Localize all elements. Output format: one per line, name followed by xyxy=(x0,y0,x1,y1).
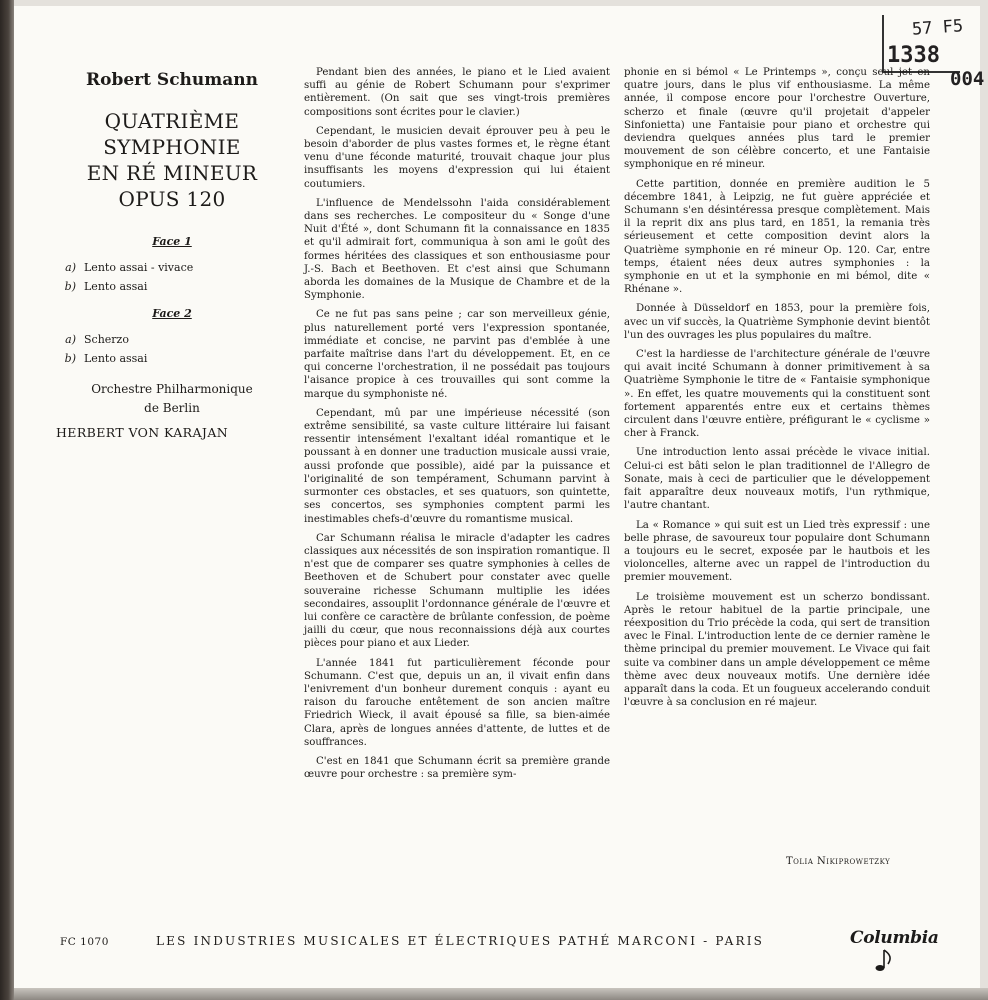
notes-paragraph: Pendant bien des années, le piano et le Lied avaient suffi au génie de Robert Schumann pour s'exprimer entièrement. (On sait que ses vingt-trois premières compositions sont écrites pour le clavier.) xyxy=(304,67,610,118)
publisher-line: LES INDUSTRIES MUSICALES ET ÉLECTRIQUES PATHÉ MARCONI - PARIS xyxy=(156,934,765,948)
work-title-line: SYMPHONIE xyxy=(103,135,241,159)
conductor-name: HERBERT VON KARAJAN xyxy=(56,425,229,440)
track-item xyxy=(56,349,288,368)
notes-paragraph: L'influence de Mendelssohn l'aida considérablement dans ses recherches. Le compositeur du « Songe d'une Nuit d'Été », dont Schumann fit la connaissance en 1835 et qu'il admirait fort, communiqua à son ami le goût des formes héritées des classiques et son enthousiasme pour J.-S. Bach et Beethoven. Et c'est ainsi que Schumann aborda les domaines de la Musique de Chambre et de la Symphonie. xyxy=(304,197,610,302)
handwritten-code: 57 F5 xyxy=(911,16,964,40)
track-item xyxy=(56,277,288,296)
work-title xyxy=(56,108,288,212)
orchestra-line: de Berlin xyxy=(144,401,200,415)
face-heading: Face 2 xyxy=(152,307,192,320)
columbia-logo xyxy=(850,928,939,972)
program-column xyxy=(56,68,288,442)
notes-paragraph: Une introduction lento assai précède le vivace initial. Celui-ci est bâti selon le plan traditionnel de l'Allegro de Sonate, mais à ceci de particulier que le développement fait apparaître deux nouveaux motifs, l'un rythmique, l'autre chantant. xyxy=(624,447,930,512)
track-title: Lento assai xyxy=(84,352,148,365)
notes-paragraph: C'est la hardiesse de l'architecture générale de l'œuvre qui avait incité Schumann à donner primitivement à sa Quatrième Symphonie le titre de « Fantaisie symphonique ». En effet, les quatre mouvements qui la constituent sont fortement apparentés entre eux et certains thèmes circulent dans l'œuvre entière, préfigurant le « cyclisme » cher à Franck. xyxy=(624,349,930,440)
work-title-line: EN RÉ MINEUR xyxy=(86,161,258,185)
handwritten-number: 1338 xyxy=(887,43,940,68)
notes-paragraph: phonie en si bémol « Le Printemps », conçu seul jet en quatre jours, dans le plus vif enthousiasme. La même année, il compose encore pour l'orchestre Ouverture, scherzo et finale (œuvre qu'il projetait d'appeler Sinfonietta) une Fantaisie pour piano et orchestre qui deviendra quelques années plus tard le premier mouvement de son célèbre concerto, et une Fantaisie symphonique en ré mineur. xyxy=(624,67,930,171)
handwritten-number-2: 004 xyxy=(950,68,985,90)
track-letter: a) xyxy=(65,261,76,274)
track-item xyxy=(56,330,288,349)
track-item xyxy=(56,258,288,277)
face-1-block xyxy=(56,234,288,296)
liner-notes-column-1 xyxy=(304,66,610,787)
face-2-block xyxy=(56,306,288,368)
work-title-line: QUATRIÈME xyxy=(104,109,240,133)
face-heading: Face 1 xyxy=(152,235,192,248)
track-title: Lento assai xyxy=(84,280,148,293)
liner-notes-column-2 xyxy=(624,66,930,715)
notes-paragraph: Cependant, le musicien devait éprouver peu à peu le besoin d'aborder de plus vastes formes et, le règne étant venu d'une féconde maturité, trouvait chaque jour plus insuffisants les moyens d'expression qui lui étaient coutumiers. xyxy=(304,125,610,190)
notes-paragraph: Cette partition, donnée en première audition le 5 décembre 1841, à Leipzig, ne fut guère appréciée et Schumann s'en désintéressa presque complètement. Mais il la reprit dix ans plus tard, en 1851, la remania très sérieusement et cette composition devint alors la Quatrième symphonie en ré mineur Op. 120. Car, entre temps, étaient nées deux autres symphonies : la symphonie en ut et la symphonie en mi bémol, dite « Rhénane ». xyxy=(624,178,930,296)
notes-paragraph: Cependant, mû par une impérieuse nécessité (son extrême sensibilité, sa vaste culture littéraire lui faisant ressentir intensément l'exaltant idéal romantique et le poussant à en donner une traduction musicale aussi vraie, aussi profonde que possible), aidé par la puissance et l'originalité de son tempérament, Schumann parvint à surmonter ces obstacles, et ses quatuors, son quintette, ses concertos, ses symphonies comptent parmi les inestimables chefs-d'œuvre du romantisme musical. xyxy=(304,407,610,525)
track-title: Lento assai - vivace xyxy=(84,261,194,274)
notes-paragraph: Car Schumann réalisa le miracle d'adapter les cadres classiques aux nécessités de son inspiration romantique. Il n'est que de comparer ses quatre symphonies à celles de Beethoven et de Schubert pour constater avec quelle souveraine richesse Schumann multiplie les idées secondaires, assouplit l'ordonnance générale de l'œuvre et lui confère ce caractère de brûlante confession, de poème jailli du cœur, que nous reconnaissions déjà aux courtes pièces pour piano et aux Lieder. xyxy=(304,532,610,650)
notes-paragraph: Ce ne fut pas sans peine ; car son merveilleux génie, plus naturellement porté vers l'expression spontanée, immédiate et concise, ne parvint pas d'emblée à une parfaite maîtrise dans l'art du développement. Et, en ce qui concerne l'orchestration, il ne possédait pas toujours l'aisance propice à ces trouvailles qui sont comme la marque du symphoniste né. xyxy=(304,309,610,400)
logo-wordmark: Columbia xyxy=(850,928,939,948)
author-signature: Tolia Nikiprowetzky xyxy=(786,856,891,867)
catalog-number: FC 1070 xyxy=(60,936,109,948)
notes-paragraph: C'est en 1841 que Schumann écrit sa première grande œuvre pour orchestre : sa première sym- xyxy=(304,755,610,781)
sleeve-spine-edge xyxy=(0,0,14,1000)
work-title-line: OPUS 120 xyxy=(118,187,226,211)
track-letter: a) xyxy=(65,333,76,346)
notes-paragraph: La « Romance » qui suit est un Lied très expressif : une belle phrase, de savoureux tour populaire dont Schumann a toujours eu le secret, exposée par le hautbois et les violoncelles, alterne avec un rappel de l'introduction du premier mouvement. xyxy=(624,519,930,584)
composer-name: Robert Schumann xyxy=(86,70,258,90)
notes-paragraph: L'année 1841 fut particulièrement féconde pour Schumann. C'est que, depuis un an, il vivait enfin dans l'enivrement d'un bonheur durement conquis : ayant eu raison du farouche entêtement de son ancien maître Friedrich Wieck, il avait épousé sa fille, sa bien-aimée Clara, après de longues années d'attente, de luttes et de souffrances. xyxy=(304,657,610,748)
notes-paragraph: Donnée à Düsseldorf en 1853, pour la première fois, avec un vif succès, la Quatrième Symphonie devint bientôt l'un des ouvrages les plus populaires du maître. xyxy=(624,303,930,341)
notes-paragraph: Le troisième mouvement est un scherzo bondissant. Après le retour habituel de la partie principale, une réexposition du Trio précède la coda, qui sert de transition avec le Final. L'introduction lente de ce dernier ramène le thème principal du premier mouvement. Le Vivace qui fait suite va combiner dans un ample développement ce même thème avec deux nouveaux motifs. Une dernière idée apparaît dans la coda. Et un fougueux accelerando conduit l'œuvre à sa conclusion en ré majeur. xyxy=(624,591,930,709)
track-letter: b) xyxy=(64,352,76,365)
music-note-icon xyxy=(850,928,936,972)
track-letter: b) xyxy=(64,280,76,293)
track-title: Scherzo xyxy=(84,333,129,346)
sleeve-bottom-edge xyxy=(14,988,988,1000)
orchestra-name xyxy=(56,380,288,418)
orchestra-line: Orchestre Philharmonique xyxy=(91,382,253,396)
